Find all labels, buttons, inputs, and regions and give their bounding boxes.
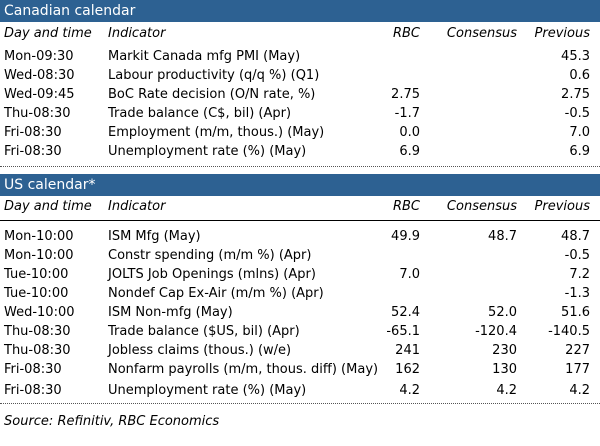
row-previous: 6.9: [569, 144, 590, 159]
row-previous: 7.2: [569, 267, 590, 282]
col-header-indicator: Indicator: [108, 199, 166, 214]
row-time: Wed-09:45: [4, 87, 75, 102]
row-previous: 48.7: [561, 229, 590, 244]
row-rbc: -1.7: [394, 106, 420, 121]
row-consensus: 48.7: [488, 229, 517, 244]
row-previous: 4.2: [569, 383, 590, 398]
row-indicator: Constr spending (m/m %) (Apr): [108, 248, 312, 263]
row-indicator: Trade balance ($US, bil) (Apr): [108, 324, 300, 339]
row-rbc: 4.2: [399, 383, 420, 398]
col-header-previous: Previous: [534, 199, 590, 214]
canadian-calendar-title: Canadian calendar: [0, 0, 600, 22]
row-previous: -1.3: [564, 286, 590, 301]
row-rbc: 7.0: [399, 267, 420, 282]
source-note: Source: Refinitiv, RBC Economics: [4, 414, 220, 429]
row-time: Fri-08:30: [4, 362, 62, 377]
canadian-column-headers: [0, 24, 600, 44]
table-row: [0, 284, 600, 304]
row-rbc: 6.9: [399, 144, 420, 159]
table-row: [0, 142, 600, 162]
col-header-time: Day and time: [4, 26, 92, 41]
row-previous: -140.5: [548, 324, 590, 339]
table-row: [0, 341, 600, 361]
row-previous: -0.5: [564, 106, 590, 121]
col-header-rbc: RBC: [392, 26, 420, 41]
col-header-previous: Previous: [534, 26, 590, 41]
table-row: [0, 265, 600, 285]
row-indicator: ISM Mfg (May): [108, 229, 201, 244]
row-previous: 227: [565, 343, 590, 358]
row-previous: 51.6: [561, 305, 590, 320]
table-row: [0, 360, 600, 380]
row-time: Mon-10:00: [4, 229, 74, 244]
row-indicator: Labour productivity (q/q %) (Q1): [108, 68, 320, 83]
row-indicator: Nondef Cap Ex-Air (m/m %) (Apr): [108, 286, 324, 301]
table-row: [0, 123, 600, 143]
row-indicator: Jobless claims (thous.) (w/e): [108, 343, 292, 358]
row-previous: 7.0: [569, 125, 590, 140]
row-indicator: Markit Canada mfg PMI (May): [108, 49, 301, 64]
row-time: Wed-08:30: [4, 68, 75, 83]
row-consensus: -120.4: [475, 324, 517, 339]
row-time: Thu-08:30: [4, 106, 71, 121]
row-indicator: BoC Rate decision (O/N rate, %): [108, 87, 316, 102]
col-header-indicator: Indicator: [108, 26, 166, 41]
row-time: Wed-10:00: [4, 305, 75, 320]
row-time: Thu-08:30: [4, 343, 71, 358]
row-time: Fri-08:30: [4, 125, 62, 140]
row-time: Tue-10:00: [4, 286, 69, 301]
row-indicator: ISM Non-mfg (May): [108, 305, 233, 320]
row-indicator: Trade balance (C$, bil) (Apr): [108, 106, 292, 121]
col-header-rbc: RBC: [392, 199, 420, 214]
row-time: Tue-10:00: [4, 267, 69, 282]
row-indicator: Nonfarm payrolls (m/m, thous. diff) (May): [108, 362, 379, 377]
row-rbc: 241: [395, 343, 420, 358]
row-consensus: 230: [492, 343, 517, 358]
table-row: [0, 303, 600, 323]
table-row: [0, 227, 600, 247]
section-divider: [0, 166, 600, 167]
row-previous: -0.5: [564, 248, 590, 263]
row-indicator: Employment (m/m, thous.) (May): [108, 125, 325, 140]
row-time: Mon-10:00: [4, 248, 74, 263]
row-rbc: -65.1: [386, 324, 420, 339]
row-consensus: 4.2: [496, 383, 517, 398]
source-divider: [0, 403, 600, 404]
row-consensus: 130: [492, 362, 517, 377]
table-row: [0, 381, 600, 401]
row-time: Fri-08:30: [4, 144, 62, 159]
row-rbc: 0.0: [399, 125, 420, 140]
col-header-time: Day and time: [4, 199, 92, 214]
table-row: [0, 322, 600, 342]
row-rbc: 2.75: [391, 87, 420, 102]
row-rbc: 49.9: [391, 229, 420, 244]
us-column-headers: [0, 197, 600, 221]
row-rbc: 162: [395, 362, 420, 377]
table-row: [0, 85, 600, 105]
table-row: [0, 47, 600, 67]
us-calendar-title: US calendar*: [0, 174, 600, 196]
row-time: Mon-09:30: [4, 49, 74, 64]
col-header-consensus: Consensus: [446, 199, 517, 214]
row-indicator: Unemployment rate (%) (May): [108, 144, 307, 159]
row-time: Thu-08:30: [4, 324, 71, 339]
row-rbc: 52.4: [391, 305, 420, 320]
table-row: [0, 246, 600, 266]
row-indicator: Unemployment rate (%) (May): [108, 383, 307, 398]
row-time: Fri-08:30: [4, 383, 62, 398]
table-row: [0, 66, 600, 86]
row-previous: 177: [565, 362, 590, 377]
row-consensus: 52.0: [488, 305, 517, 320]
table-row: [0, 104, 600, 124]
row-previous: 2.75: [561, 87, 590, 102]
row-previous: 45.3: [561, 49, 590, 64]
row-indicator: JOLTS Job Openings (mlns) (Apr): [108, 267, 316, 282]
row-previous: 0.6: [569, 68, 590, 83]
col-header-consensus: Consensus: [446, 26, 517, 41]
